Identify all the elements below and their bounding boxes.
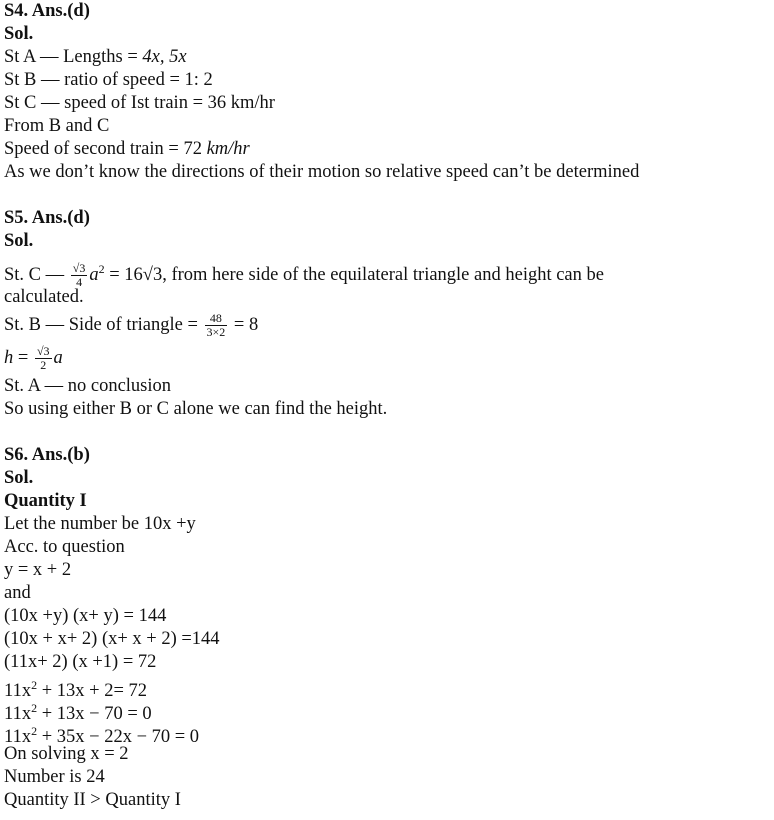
s6-line: and [4, 583, 31, 603]
s6-line: Let the number be 10x +y [4, 514, 196, 534]
s5-conclusion: So using either B or C alone we can find the height. [4, 399, 388, 419]
s5-heading: S5. Ans.(d) [4, 208, 90, 228]
s6-line: (10x + x+ 2) (x+ x + 2) =144 [4, 629, 220, 649]
s4-from-bc: From B and C [4, 116, 110, 136]
s5-statement-b: St. B — Side of triangle = $\frac{48}{3\times 2}$ = 8 [4, 311, 259, 340]
s4-statement-c: St C — speed of Ist train = 36 km/hr [4, 93, 275, 113]
s6-heading: S6. Ans.(b) [4, 445, 90, 465]
s6-tail-line: Number is 24 [4, 767, 105, 787]
s6-line: (10x +y) (x+ y) = 144 [4, 606, 167, 626]
s5-statement-c-cont: calculated. [4, 287, 84, 307]
s6-line: Acc. to question [4, 537, 125, 557]
s5-statement-c: St. C — $\frac{√3}{4}$ $a^2 = 16√3$, from here side of the equilateral triangle and height can be [4, 261, 604, 290]
s6-quadratic-1: $11x^2 + 13x + 2= 72$ [4, 678, 148, 702]
height-fraction: $\frac{√3}{2}$ [36, 344, 50, 373]
s6-quadratic-3: $11x^2 + 35x - 22x - 70 = 0$ [4, 724, 200, 748]
s4-statement-b: St B — ratio of speed = 1: 2 [4, 70, 213, 90]
s6-tail-line: On solving x = 2 [4, 744, 129, 764]
s6-line: y = x + 2 [4, 560, 72, 580]
s4-heading: S4. Ans.(d) [4, 1, 90, 21]
s6-line: (11x+ 2) (x +1) = 72 [4, 652, 157, 672]
s5-statement-a: St. A — no conclusion [4, 376, 172, 396]
s4-sol-label: Sol. [4, 24, 34, 44]
s4-speed-second: Speed of second train = 72 km/hr [4, 139, 250, 159]
s6-quantity-i-label: Quantity I [4, 491, 87, 511]
s4-statement-a: St A — Lengths = 4x, 5x [4, 47, 187, 67]
s6-quadratic-2: $11x^2 + 13x - 70 = 0$ [4, 701, 152, 725]
s5-sol-label: Sol. [4, 231, 34, 251]
sqrt3-over-4-fraction: $\frac{√3}{4}$ [72, 261, 86, 290]
side-fraction: $\frac{48}{3\times 2}$ [206, 311, 226, 340]
s6-sol-label: Sol. [4, 468, 34, 488]
s4-conclusion: As we don’t know the directions of their motion so relative speed can’t be determined [4, 162, 640, 182]
s5-height-formula: h = $\frac{√3}{2}$ a [4, 344, 63, 373]
s6-tail-line: Quantity II > Quantity I [4, 790, 181, 810]
